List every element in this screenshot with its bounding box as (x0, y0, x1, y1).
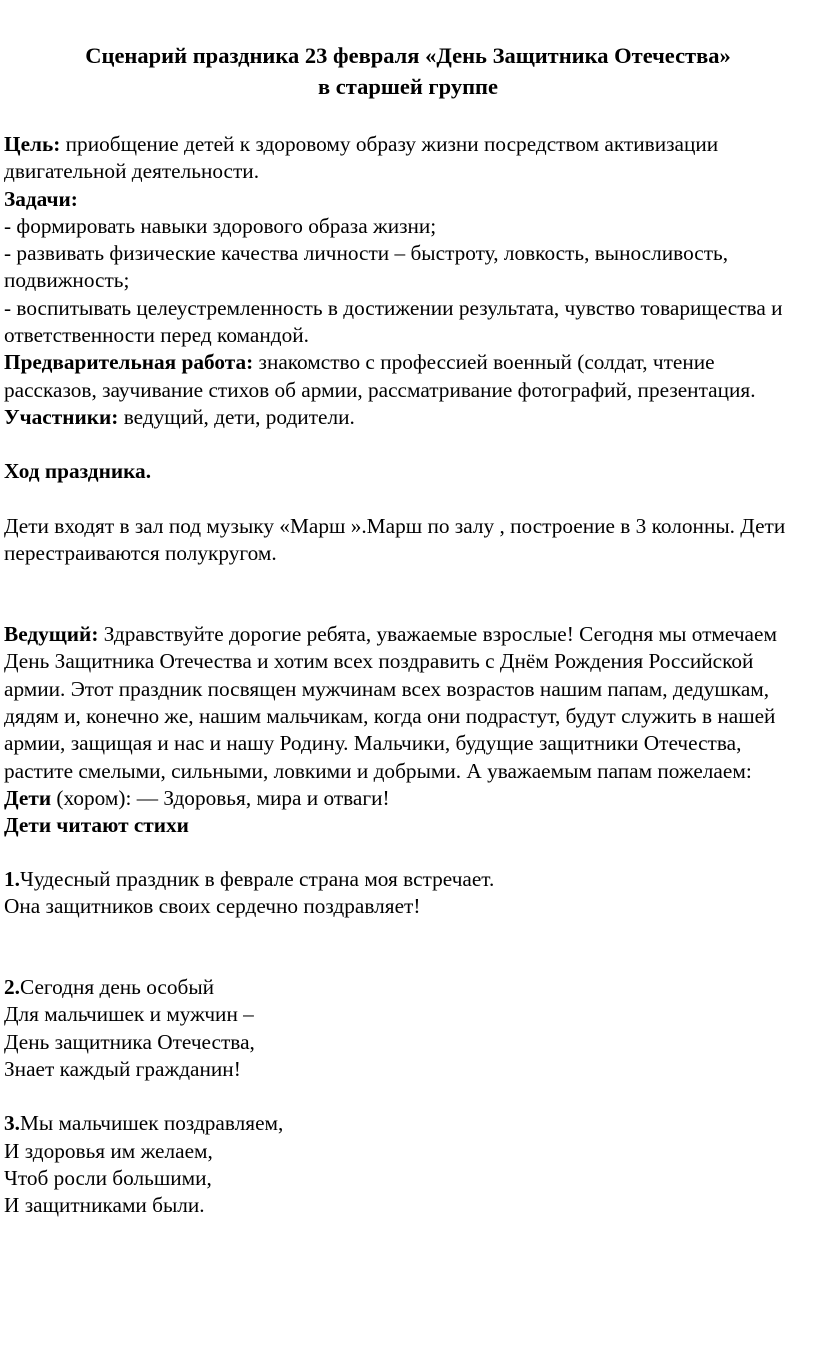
title-line-1: Сценарий праздника 23 февраля «День Защитника Отечества» (85, 43, 731, 68)
poem-line (4, 1110, 806, 1137)
poem-line-text: Мы мальчишек поздравляем, (19, 1111, 284, 1136)
prep-label: Предварительная работа: (4, 350, 254, 375)
participants-label: Участники: (4, 404, 119, 429)
host-label: Ведущий: (4, 622, 99, 647)
task-item: - развивать физические качества личности – быстроту, ловкость, выносливость, подвижность; (4, 241, 729, 293)
page-title (4, 40, 806, 102)
goal-paragraph (4, 131, 806, 186)
poem-line: День защитника Отечества, (4, 1029, 255, 1054)
course-heading (4, 458, 806, 485)
task-item: - воспитывать целеустремленность в достижении результата, чувство товарищества и ответственности перед командой. (4, 295, 783, 348)
poem-line: Для мальчишек и мужчин – (4, 1002, 254, 1027)
entry-paragraph: Дети входят в зал под музыку «Марш ».Марш по залу , построение в 3 колонны. Дети перестраиваются полукругом. (4, 513, 786, 565)
poem-line: Она защитников своих сердечно поздравляет! (4, 893, 421, 918)
goal-text: приобщение детей к здоровому образу жизни посредством активизации двигательной деятельности. (4, 132, 719, 184)
poems-heading-text: Дети читают стихи (4, 813, 189, 838)
prep-paragraph (4, 349, 806, 404)
participants-text: ведущий, дети, родители. (118, 404, 355, 429)
children-paragraph (4, 785, 806, 812)
poem-line: Чтоб росли большими, (4, 1165, 212, 1190)
tasks-label-text: Задачи: (4, 186, 78, 211)
poem-number: 2. (4, 975, 20, 1000)
children-label: Дети (4, 785, 52, 810)
title-line-2: в старшей группе (317, 74, 499, 99)
poem-number: 3. (4, 1111, 20, 1136)
poem-line: И здоровья им желаем, (4, 1138, 213, 1163)
poem-line (4, 866, 806, 893)
poem-1 (4, 866, 806, 921)
poem-line: И защитниками были. (4, 1193, 205, 1218)
poem-3 (4, 1110, 806, 1219)
poem-line (4, 974, 806, 1001)
task-item: - формировать навыки здорового образа жизни; (4, 213, 437, 238)
poem-line-text: Сегодня день особый (19, 975, 215, 1000)
goal-label: Цель: (4, 132, 61, 156)
tasks-label (4, 186, 806, 213)
prep-text: знакомство с профессией военный (солдат, чтение рассказов, заучивание стихов об армии, рассматривание фотографий, презентация. (4, 350, 756, 402)
poem-line-text: Чудесный праздник в феврале страна моя встречает. (19, 866, 495, 891)
poem-line: Знает каждый гражданин! (4, 1057, 241, 1082)
host-paragraph (4, 621, 806, 785)
participants-paragraph (4, 404, 806, 431)
children-text: (хором): — Здоровья, мира и отваги! (51, 785, 390, 810)
course-heading-text: Ход праздника. (4, 459, 152, 484)
poem-2 (4, 974, 806, 1083)
poem-number: 1. (4, 866, 20, 891)
poems-heading (4, 812, 806, 839)
host-text: Здравствуйте дорогие ребята, уважаемые взрослые! Сегодня мы отмечаем День Защитника Отечества и хотим всех поздравить с Днём Рождения Российской армии. Этот праздник посвящен мужчинам всех возрастов нашим папам, дедушкам, дядям и, конечно же, нашим мальчикам, когда они подрастут, будут служить в нашей армии, защищая и нас и нашу Родину. Мальчики, будущие защитники Отечества, растите смелыми, сильными, ловкими и добрыми. А уважаемым папам пожелаем: (4, 622, 777, 783)
